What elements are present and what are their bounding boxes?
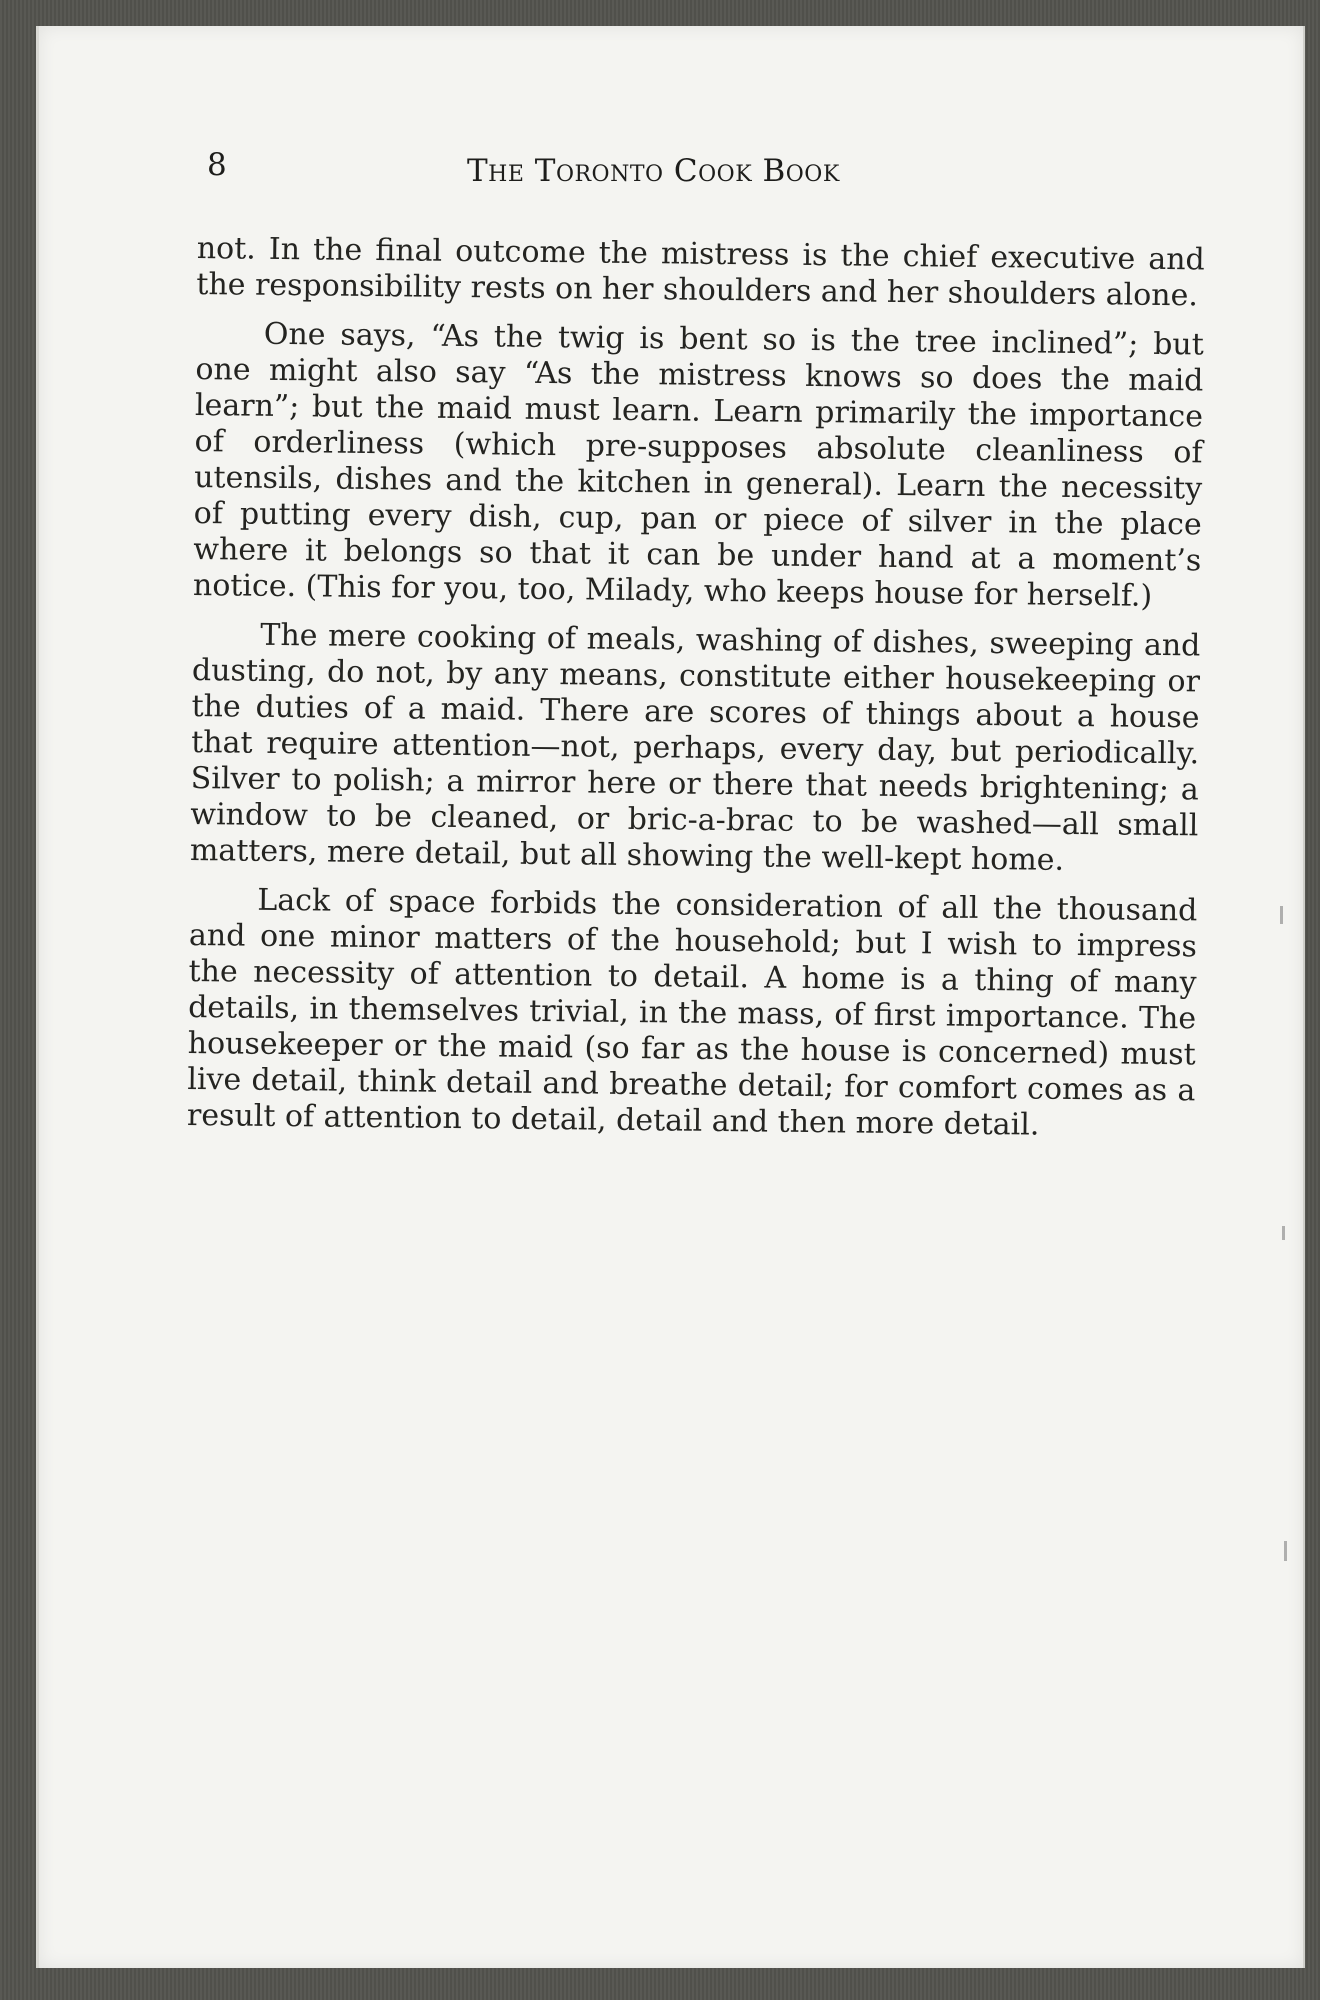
paragraph-continuation: not. In the final outcome the mistress is the chief executive and the responsibility rests on her shoulders and her shoulders alone. [196,231,1205,314]
page-number: 8 [207,147,227,183]
book-page [36,26,1305,1968]
body-text [187,231,1205,1158]
paragraph-mere-cooking: The mere cooking of meals, washing of dishes, sweeping and dusting, do not, by any means, constitute either housekeeping or the duties of a maid. There are scores of things about a house that require attention—not, perhaps, every day, but periodically. Silver to polish; a mirror here or there that needs brightening; a window to be cleaned, or bric-a-brac to be washed—all small matters, mere detail, but all showing the well-kept home. [189,617,1201,878]
running-title: The Toronto Cook Book [467,153,840,189]
scan-edge-mark [1284,1541,1287,1561]
scan-edge-mark [1282,1226,1285,1240]
scan-edge-mark [1280,906,1283,924]
page-header [39,132,1303,192]
paragraph-lack-of-space: Lack of space forbids the consideration of all the thousand and one minor matters of the household; but I wish to impress the necessity of attention to detail. A home is a thing of many details, in themselves trivial, in the mass, of first importance. The housekeeper or the maid (so far as the house is concerned) must live detail, think detail and breathe detail; for comfort comes as a result of attention to detail, detail and then more detail. [186,882,1198,1143]
paragraph-twig-bent: One says, “As the twig is bent so is the tree inclined”; but one might also say “As the mistress knows so does the maid learn”; but the maid must learn. Learn primarily the importance of orderliness (which pre-supposes absolute cleanliness of utensils, dishes and the kitchen in general). Learn the necessity of putting every dish, cup, pan or piece of silver in the place where it belongs so that it can be under hand at a moment’s notice. (This for you, too, Milady, who keeps house for herself.) [192,316,1204,614]
